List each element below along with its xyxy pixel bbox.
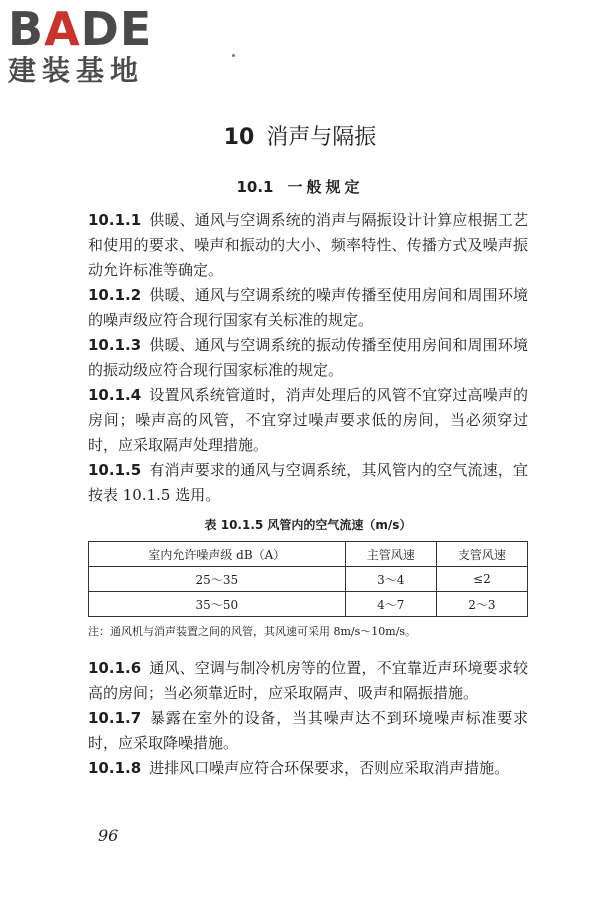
clause-paragraph: 10.1.4 设置风系统管道时，消声处理后的风管不宜穿过高噪声的房间；噪声高的风管，不宜穿过噪声要求低的房间，当必须穿过时，应采取隔声处理措施。 [88, 386, 528, 454]
logo-wordmark: BADE [8, 2, 153, 56]
chapter-heading [0, 120, 600, 151]
table-cell: 25～35 [89, 567, 346, 592]
clause-paragraph: 10.1.3 供暖、通风与空调系统的振动传播至使用房间和周围环境的振动级应符合现行国家标准的规定。 [88, 336, 528, 379]
table-header-cell: 主管风速 [345, 542, 436, 567]
logo-chinese-text: 建装基地 [8, 54, 145, 87]
section-number: 10.1 [236, 178, 274, 196]
table-cell: 3～4 [345, 567, 436, 592]
clause-paragraph: 10.1.1 供暖、通风与空调系统的消声与隔振设计计算应根据工艺和使用的要求、噪声和振动的大小、频率特性、传播方式及噪声振动允许标准等确定。 [88, 211, 528, 279]
scan-speck [232, 54, 235, 57]
clause-paragraph: 10.1.2 供暖、通风与空调系统的噪声传播至使用房间和周围环境的噪声级应符合现行国家有关标准的规定。 [88, 286, 528, 329]
table-header-cell: 支管风速 [436, 542, 527, 567]
clause-paragraph: 10.1.6 通风、空调与制冷机房等的位置，不宜靠近声环境要求较高的房间；当必须靠近时，应采取隔声、吸声和隔振措施。 [88, 659, 528, 702]
table-note: 注：通风机与消声装置之间的风管，其风速可采用 8m/s～10m/s。 [88, 625, 417, 638]
chapter-title: 消声与隔振 [266, 125, 377, 150]
clauses-top [88, 208, 528, 641]
clause-paragraph: 10.1.5 有消声要求的通风与空调系统，其风管内的空气流速，宜按表 10.1.5 选用。 [88, 461, 528, 504]
table-row [89, 567, 528, 592]
chapter-number: 10 [223, 125, 255, 150]
clauses-bottom [88, 656, 528, 781]
table-header-cell: 室内允许噪声级 dB（A） [89, 542, 346, 567]
clause-paragraph: 10.1.7 暴露在室外的设备，当其噪声达不到环境噪声标准要求时，应采取降噪措施。 [88, 709, 528, 752]
table-title: 表 10.1.5 风管内的空气流速（m/s） [204, 518, 412, 532]
table-cell: 35～50 [89, 592, 346, 617]
logo [8, 4, 178, 88]
table-cell: 4～7 [345, 592, 436, 617]
table-header-row [89, 542, 528, 567]
table-row [89, 592, 528, 617]
section-heading [0, 176, 600, 197]
page-number: 96 [98, 826, 119, 845]
clause-paragraph: 10.1.8 进排风口噪声应符合环保要求，否则应采取消声措施。 [88, 759, 510, 777]
table-cell: ≤2 [436, 567, 527, 592]
section-title: 一般规定 [287, 178, 364, 196]
table-cell: 2～3 [436, 592, 527, 617]
air-velocity-table [88, 541, 528, 617]
